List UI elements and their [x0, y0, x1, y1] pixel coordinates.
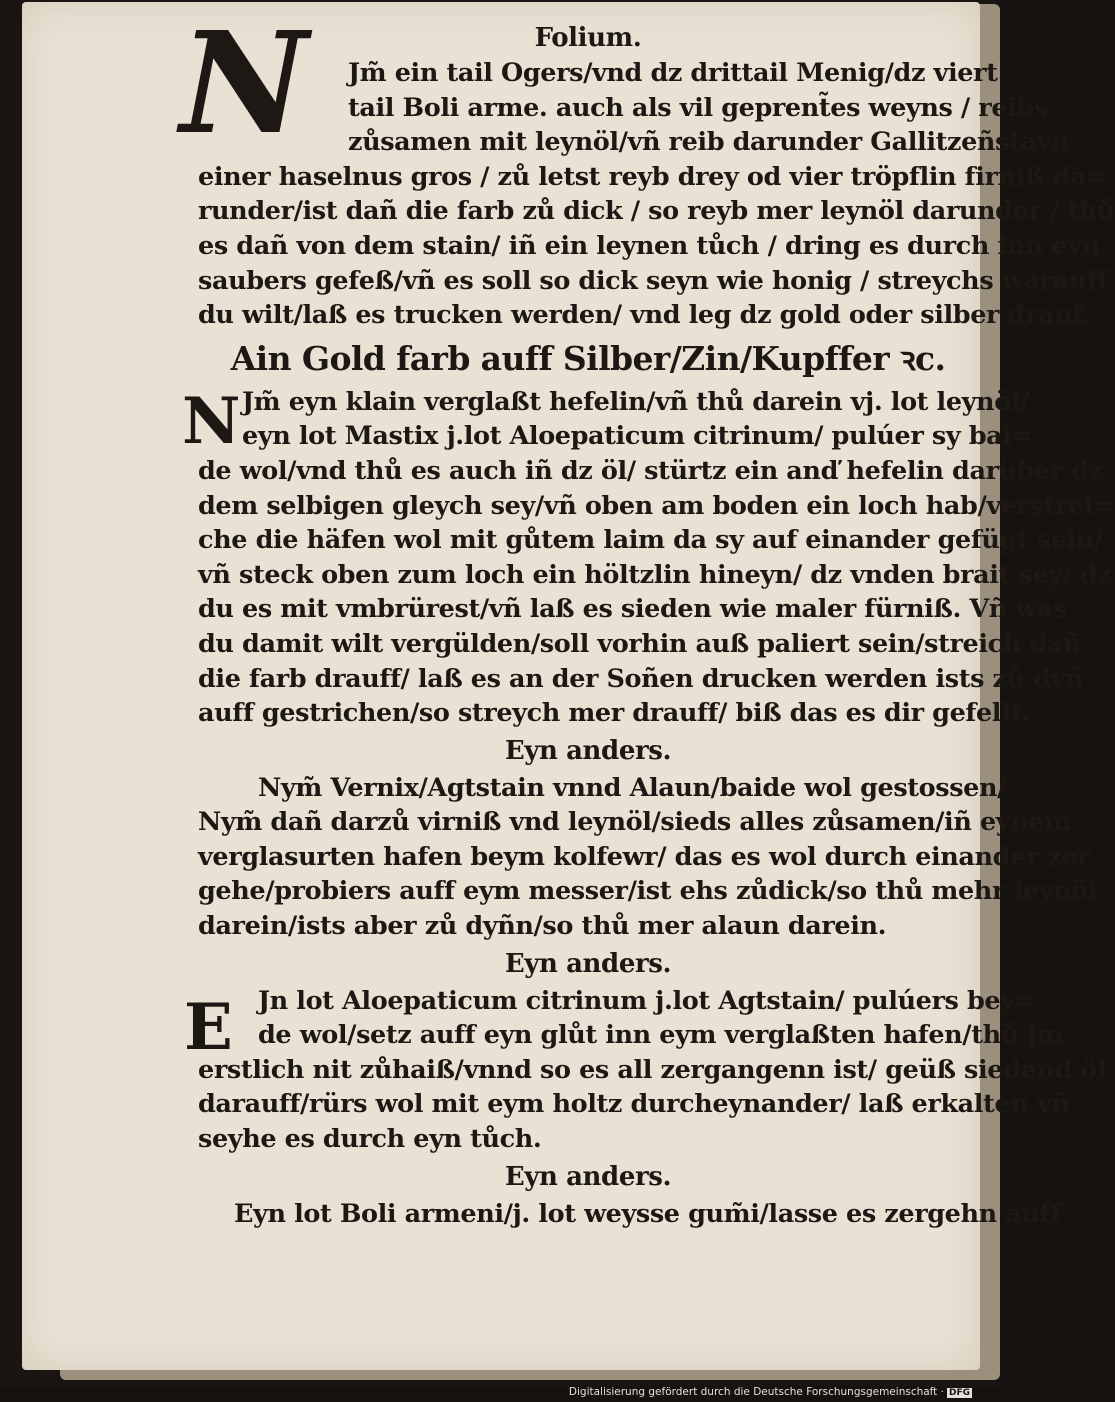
paragraph-4	[198, 984, 1107, 1157]
text-line: seyhe es durch eyn tůch.	[198, 1124, 542, 1155]
paragraph-2	[198, 385, 1115, 731]
text-line: darauff/rürs wol mit eym holtz durcheynander/ laß erkalten vñ	[198, 1089, 1070, 1120]
paragraph-5	[198, 1197, 1061, 1232]
decorative-initial-n: N	[180, 2, 308, 166]
digitization-credit	[569, 1386, 972, 1398]
text-line: zůsamen mit leynöl/vñ reib darunder Gallitzeñstayn	[348, 127, 1070, 158]
text-line: du wilt/laß es trucken werden/ vnd leg dz gold oder silber drauf.	[198, 300, 1091, 331]
text-line: darein/ists aber zů dyñn/so thů mer alaun darein.	[198, 911, 887, 942]
text-line: runder/ist dañ die farb zů dick / so reyb mer leynöl darunder / thů	[198, 196, 1115, 227]
text-line: saubers gefeß/vñ es soll so dick seyn wie honig / streychs warauff	[198, 265, 1108, 296]
text-line: erstlich nit zůhaiß/vnnd so es all zergangenn ist/ geüß siedend öl	[198, 1054, 1107, 1085]
initial-n-2: N	[182, 384, 241, 459]
text-line: vñ steck oben zum loch ein höltzlin hineyn/ dz vnden brait sey/ dz	[198, 559, 1112, 590]
text-line: auff gestrichen/so streych mer drauff/ biß das es dir gefellt.	[198, 698, 1031, 729]
text-line: Jm̃ eyn klain verglaßt hefelin/vñ thů darein vj. lot leynöl/	[242, 386, 1030, 417]
text-line: dem selbigen gleych sey/vñ oben am boden ein loch hab/verstrei=	[198, 490, 1115, 521]
paragraph-1	[198, 56, 1115, 333]
text-line: Eyn lot Boli armeni/j. lot weysse gum̃i/lasse es zergehn auff	[234, 1198, 1061, 1229]
initial-e: E	[184, 990, 233, 1065]
text-line: Jn lot Aloepaticum citrinum j.lot Agtstain/ pulúers bey=	[258, 985, 1036, 1016]
text-line: Nym̃ Vernix/Agtstain vnnd Alaun/baide wol gestossen/	[258, 772, 1007, 803]
paragraph-3	[198, 771, 1098, 944]
text-line: de wol/vnd thů es auch iñ dz öl/ stürtz ein anď hefelin darüber dz	[198, 455, 1104, 486]
text-line: verglasurten hafen beym kolfewr/ das es wol durch einander zer	[198, 841, 1091, 872]
text-line: du es mit vmbrürest/vñ laß es sieden wie maler fürniß. Vñ was	[198, 594, 1068, 625]
subheading: Eyn anders.	[504, 735, 672, 766]
dfg-logo: DFG	[948, 1388, 970, 1398]
text-line: Jm̃ ein tail Ogers/vnd dz drittail Menig/dz viert	[348, 58, 998, 88]
text-line: tail Boli arme. auch als vil geprent̃es weyns / reibs	[348, 92, 1048, 123]
text-line: de wol/setz auff eyn glůt inn eym verglaßten hafen/thů jm	[258, 1020, 1063, 1051]
text-line: gehe/probiers auff eym messer/ist ehs zůdick/so thů mehr leynöl	[198, 876, 1098, 907]
credit-text: Digitalisierung gefördert durch die Deutsche Forschungsgemeinschaft ·	[568, 1386, 944, 1398]
text-line: eyn lot Mastix j.lot Aloepaticum citrinum/ pulúer sy bai=	[242, 421, 1033, 452]
book-page	[22, 2, 1115, 1370]
subheading: Eyn anders.	[504, 1161, 672, 1192]
text-line: du damit wilt vergülden/soll vorhin auß paliert sein/streich dañ	[198, 628, 1082, 659]
text-line: einer haselnus gros / zů letst reyb drey od vier tröpflin firniß da=	[198, 161, 1107, 192]
page-text	[198, 20, 1115, 1231]
section-heading: Ain Gold farb auff Silber/Zin/Kupffer ꝛc.	[230, 338, 946, 378]
text-line: Nym̃ dañ darzů virniß vnd leynöl/sieds alles zůsamen/iñ eynem	[198, 807, 1071, 838]
text-line: es dañ von dem stain/ iñ ein leynen tůch / dring es durch inn eyn	[198, 230, 1100, 261]
folio-header: Folium.	[534, 23, 642, 53]
text-line: die farb drauff/ laß es an der Soñen drucken werden ists zů dyñ	[198, 663, 1084, 694]
subheading: Eyn anders.	[504, 948, 672, 979]
text-line: che die häfen wol mit gůtem laim da sy auf einander gefügt sein/	[198, 525, 1103, 556]
